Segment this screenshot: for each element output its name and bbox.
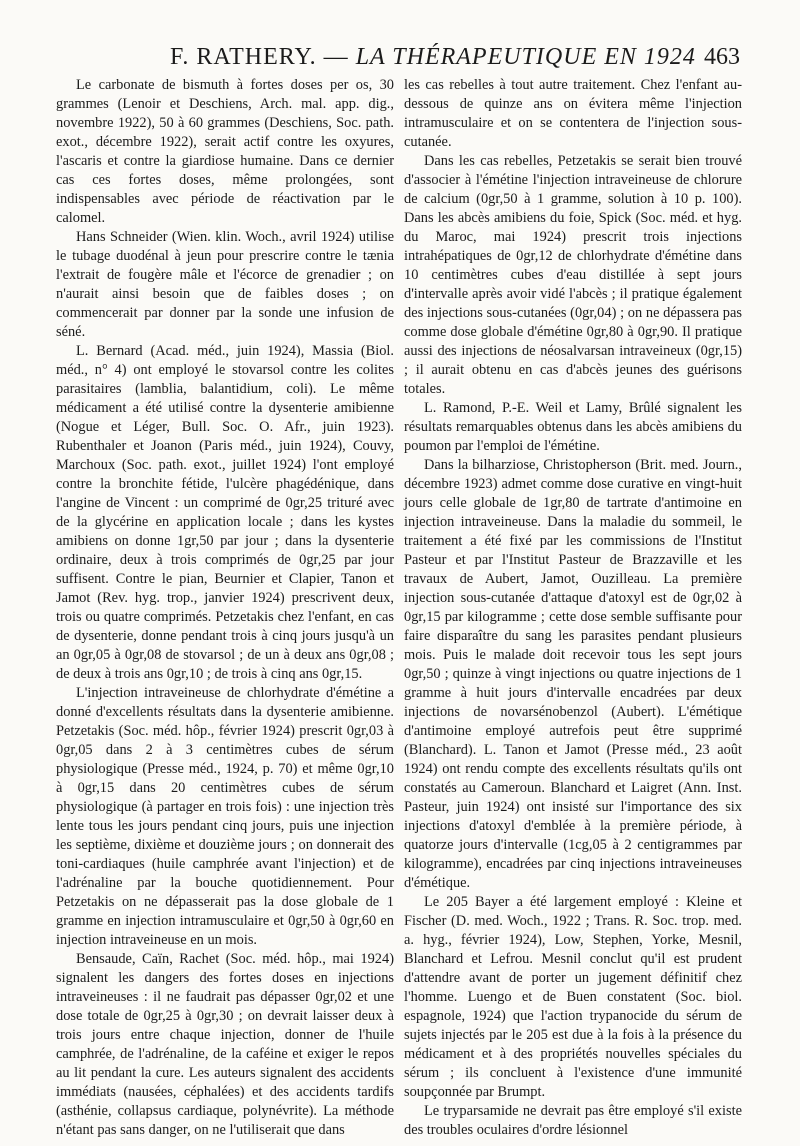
paragraph: Dans les cas rebelles, Petzetakis se serait bien trouvé d'associer à l'émétine l'injection intraveineuse de chlorure de calcium (0gr,50 à 1 gramme, solution à 10 p. 100). Dans les abcès amibiens du foie, Spick (Soc. méd. et hyg. du Maroc, mai 1924) prescrit trois injections intrahépatiques de 0gr,12 de chlorhydrate d'émétine dans 10 centimètres cubes d'eau distillée à sept jours d'intervalle après avoir vidé l'abcès ; il pratique également des injections sous-cutanées (0gr,04) ; on ne dépassera pas comme dose globale d'émétine 0gr,80 à 0gr,90. Il pratique aussi des injections de néosalvarsan intraveineux (0gr,15) ; il aurait obtenu en cas d'abcès jeunes des guérisons totales.	[404, 153, 742, 397]
paragraph: Bensaude, Caïn, Rachet (Soc. méd. hôp., mai 1924) signalent les dangers des fortes doses en injections intraveineuses : il ne faudrait pas dépasser 0gr,02 et une dose totale de 0gr,25 à 0gr,30 ; on devrait laisser deux à trois jours entre chaque injection, donner de l'huile camphrée, de l'adrénaline, de la caféine et exiger le repos au lit pendant la cure. Les auteurs signalent des accidents immédiats (nausées, céphalées) et des accidents tardifs (asthénie, collapsus cardiaque, polynévrite). La méthode n'étant pas sans danger, on ne l'utiliserait que dans	[56, 951, 394, 1138]
page-number: 463	[704, 44, 740, 70]
paragraph: L. Ramond, P.-E. Weil et Lamy, Brûlé signalent les résultats remarquables obtenus dans les abcès amibiens du poumon par l'emploi de l'émétine.	[404, 400, 742, 454]
running-head	[170, 44, 696, 71]
paragraph: Hans Schneider (Wien. klin. Woch., avril 1924) utilise le tubage duodénal à jeun pour prescrire contre le tænia l'extrait de fougère mâle et l'écorce de grenadier ; on n'aurait ainsi besoin que de faibles doses ; on commencerait par donner par la sonde une infusion de séné.	[56, 229, 394, 340]
running-header	[60, 44, 740, 74]
paragraph: Dans la bilharziose, Christopherson (Brit. med. Journ., décembre 1923) admet comme dose curative en vingt-huit jours celle globale de 1gr,80 de tartrate d'antimoine en injection intraveineuse. Dans la maladie du sommeil, le traitement a été fixé par les commissions de l'Institut Pasteur et par l'Institut Pasteur de Brazzaville et les travaux de Aubert, Jamot, Ouzilleau. La première injection sous-cutanée d'attaque d'atoxyl est de 0gr,02 à 0gr,15 par kilogramme ; cette dose semble suffisante pour faire disparaître du sang les parasites pendant plusieurs mois. Puis le malade doit recevoir tous les sept jours 0gr,50 ; quinze à vingt injections ou quatre injections de 1 gramme à huit jours d'intervalle encadrées par deux injections de novarsénobenzol (Aubert). L'émétique d'antimoine employé autrefois peut être supprimé (Blanchard). L. Tanon et Jamot (Presse méd., 23 août 1924) ont rendu compte des excellents résultats qu'ils ont constatés au Cameroun. Blanchard et Laigret (Ann. Inst. Pasteur, juin 1924) ont insisté sur l'importance des six injections d'atoxyl d'emblée à la première période, à quatorze jours d'intervalle (1cg,05 à 2 centigrammes par kilogramme), encadrées par cinq injections intraveineuses d'émétique.	[404, 457, 742, 891]
running-head-title: LA THÉRAPEUTIQUE EN 1924	[355, 44, 696, 70]
paragraph: Le 205 Bayer a été largement employé : Kleine et Fischer (D. med. Woch., 1922 ; Trans. R. Soc. trop. med. a. hyg., février 1924), Low, Stephen, Yorke, Mesnil, Blanchard et Lefrou. Mesnil conclut qu'il est prudent d'attendre avant de porter un jugement définitif chez l'homme. Luengo et de Buen constatent (Soc. biol. espagnole, 1924) que l'action trypanocide du sérum de sujets injectés par le 205 est due à la fois à la présence du médicament et à des propriétés nouvelles spéciales du sérum ; ils concluent à l'existence d'une immunité soupçonnée par Brumpt.	[404, 894, 742, 1100]
paragraph: Le tryparsamide ne devrait pas être employé s'il existe des troubles oculaires d'ordre lésionnel	[404, 1103, 742, 1138]
paragraph: les cas rebelles à tout autre traitement. Chez l'enfant au-dessous de quinze ans on évitera même l'injection intramusculaire et on se contentera de l'injection sous-cutanée.	[404, 77, 742, 150]
running-head-author: F. RATHERY. —	[170, 44, 349, 70]
paragraph: Le carbonate de bismuth à fortes doses per os, 30 grammes (Lenoir et Deschiens, Arch. mal. app. dig., novembre 1922), 50 à 60 grammes (Deschiens, Soc. path. exot., décembre 1922), serait actif contre les oxyures, l'ascaris et contre la giardiose humaine. Dans ce dernier cas ces fortes doses, même prolongées, sont indispensables avec période de réactivation par le calomel.	[56, 77, 394, 226]
paragraph: L'injection intraveineuse de chlorhydrate d'émétine a donné d'excellents résultats dans la dysenterie amibienne. Petzetakis (Soc. méd. hôp., février 1924) prescrit 0gr,03 à 0gr,05 dans 2 à 3 centimètres cubes de sérum physiologique (Presse méd., 1924, p. 70) et même 0gr,10 à 0gr,15 dans 20 centimètres cubes de sérum physiologique (à partager en trois fois) : une injection très lente tous les jours pendant cinq jours, puis une injection les septième, dixième et douzième jours ; on donnerait des toni-cardiaques (huile camphrée avant l'injection) et de l'adrénaline par la bouche quotidiennement. Pour Petzetakis on ne dépasserait pas la dose globale de 1 gramme en injection intramusculaire et 0gr,50 à 0gr,60 en injection intraveineuse en un mois.	[56, 685, 394, 948]
left-column	[56, 76, 394, 1140]
paragraph: L. Bernard (Acad. méd., juin 1924), Massia (Biol. méd., n° 4) ont employé le stovarsol contre les colites parasitaires (lamblia, balantidium, coli). Le même médicament a été utilisé contre la dysenterie amibienne (Nogue et Léger, Bull. Soc. O. Afr., juin 1923). Rubenthaler et Joanon (Paris méd., juin 1924), Couvy, Marchoux (Soc. path. exot., juillet 1924) l'ont employé contre la bronchite fétide, l'ulcère phagédénique, dans l'angine de Vincent : un comprimé de 0gr,25 trituré avec de la glycérine en application locale ; dans les kystes amibiens on donne 1gr,50 par jour ; dans la dysenterie ordinaire, deux à trois comprimés de 0gr,25 par jour suffisent. Contre le pian, Beurnier et Clapier, Tanon et Jamot (Rev. hyg. trop., janvier 1924) prescrivent deux, trois ou quatre comprimés. Petzetakis chez l'enfant, en cas de dysenterie, donne pendant trois à cinq jours jusqu'à un an 0gr,05 à 0gr,08 de stovarsol ; de un à deux ans 0gr,08 ; de deux à trois ans 0gr,10 ; de trois à cinq ans 0gr,15.	[56, 343, 394, 682]
right-column	[404, 76, 742, 1140]
